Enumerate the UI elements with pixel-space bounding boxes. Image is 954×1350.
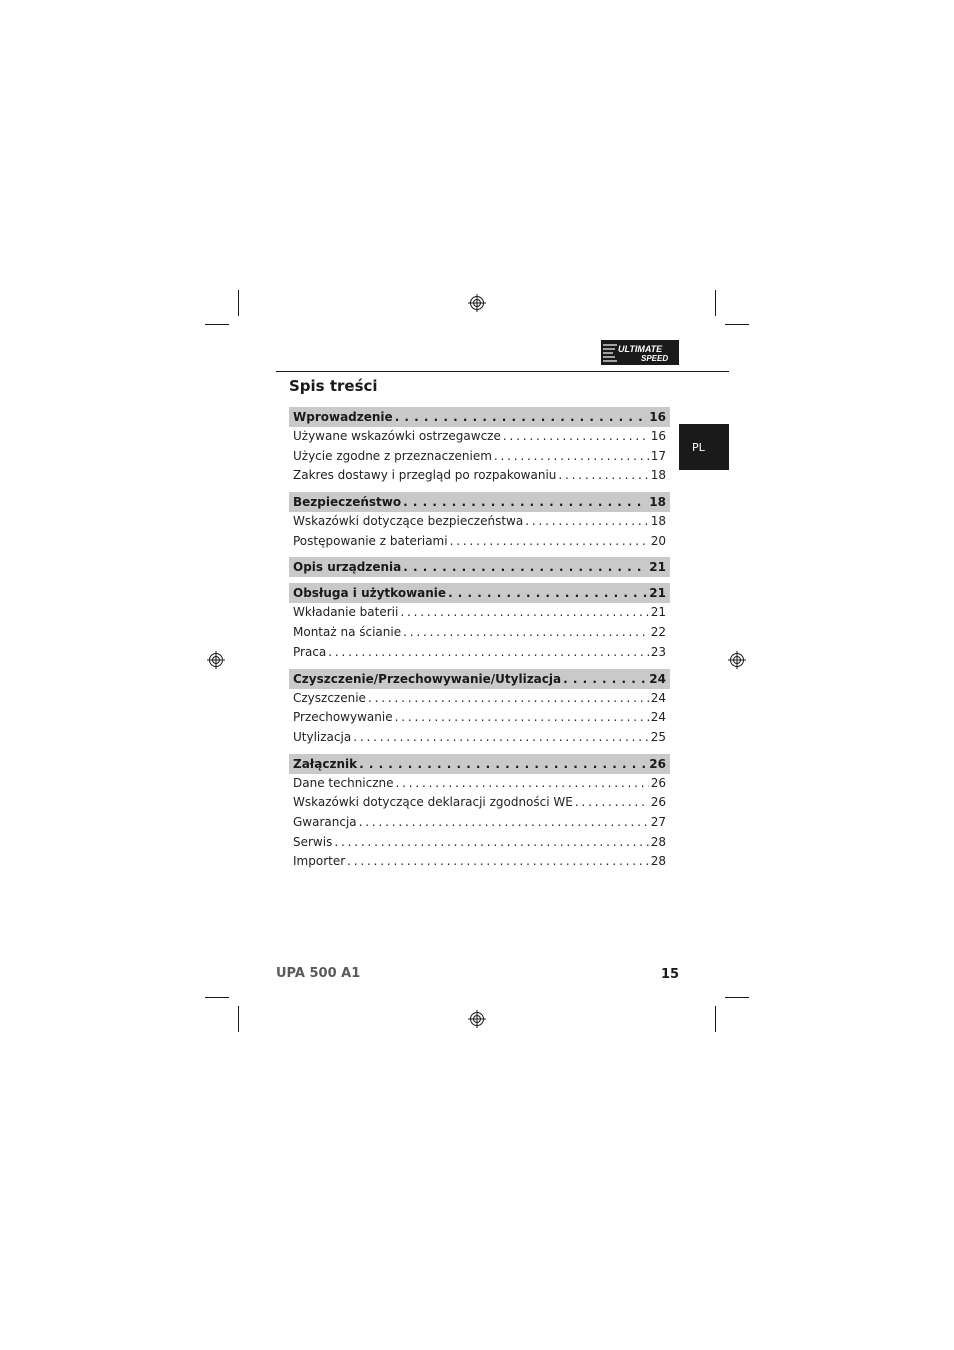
toc-entry-title: Serwis bbox=[293, 834, 333, 849]
dot-leader bbox=[403, 557, 647, 577]
toc-section-heading[interactable] bbox=[289, 583, 670, 603]
dot-leader bbox=[395, 708, 649, 728]
toc-entry[interactable] bbox=[289, 689, 670, 709]
toc-section bbox=[289, 407, 670, 486]
toc-entry-title: Dane techniczne bbox=[293, 775, 394, 790]
crop-mark-bottom-left-vertical bbox=[238, 1006, 239, 1032]
toc-entry[interactable] bbox=[289, 774, 670, 794]
toc-entry[interactable] bbox=[289, 708, 670, 728]
dot-leader bbox=[558, 466, 648, 486]
toc-section bbox=[289, 754, 670, 872]
dot-leader bbox=[400, 603, 648, 623]
dot-leader bbox=[359, 754, 647, 774]
logo-text: ULTIMATE bbox=[618, 344, 663, 354]
toc-entry-title: Używane wskazówki ostrzegawcze bbox=[293, 429, 501, 443]
dot-leader bbox=[328, 643, 648, 663]
toc-section-heading-page: 16 bbox=[649, 410, 666, 424]
dot-leader bbox=[403, 623, 649, 643]
toc-entry[interactable] bbox=[289, 532, 670, 552]
toc-entry-title: Praca bbox=[293, 644, 327, 659]
toc-section-heading-page: 26 bbox=[649, 756, 666, 771]
header-rule bbox=[276, 371, 729, 372]
toc-section-heading-page: 21 bbox=[649, 560, 666, 575]
toc-entry[interactable] bbox=[289, 623, 670, 643]
dot-leader bbox=[403, 492, 647, 512]
dot-leader bbox=[347, 852, 649, 872]
dot-leader bbox=[353, 728, 649, 748]
dot-leader bbox=[525, 512, 649, 532]
toc-section bbox=[289, 669, 670, 748]
toc-entry-page: 28 bbox=[650, 834, 666, 849]
crop-mark-top-left-vertical bbox=[238, 290, 239, 316]
toc-entry[interactable] bbox=[289, 793, 670, 813]
toc-entry-title: Postępowanie z bateriami bbox=[293, 533, 448, 548]
toc-entry-title: Montaż na ścianie bbox=[293, 625, 402, 640]
ultimate-speed-logo bbox=[601, 340, 679, 365]
toc-entry-page: 26 bbox=[650, 775, 666, 790]
toc-entry-page: 27 bbox=[650, 814, 666, 829]
toc-entry[interactable] bbox=[289, 512, 670, 532]
toc-section-heading-title: Wprowadzenie bbox=[293, 410, 393, 424]
toc-entry-title: Wskazówki dotyczące deklaracji zgodności WE bbox=[293, 795, 573, 810]
dot-leader bbox=[563, 669, 647, 689]
toc-entry-title: Wkładanie baterii bbox=[293, 605, 399, 620]
toc-section bbox=[289, 492, 670, 551]
toc-entry[interactable] bbox=[289, 427, 670, 447]
toc-entry-page: 24 bbox=[650, 710, 666, 725]
toc-entry[interactable] bbox=[289, 852, 670, 872]
toc-section bbox=[289, 583, 670, 662]
crop-mark-bottom-left-horizontal bbox=[205, 997, 229, 998]
dot-leader bbox=[575, 793, 649, 813]
toc-entry[interactable] bbox=[289, 603, 670, 623]
toc-entry-page: 18 bbox=[650, 514, 666, 529]
toc-section-heading[interactable] bbox=[289, 557, 670, 577]
toc-entry-title: Gwarancja bbox=[293, 814, 357, 829]
dot-leader bbox=[396, 774, 649, 794]
toc-entry-page: 17 bbox=[650, 448, 666, 463]
dot-leader bbox=[395, 407, 648, 427]
dot-leader bbox=[494, 447, 649, 467]
toc-entry-page: 21 bbox=[650, 605, 666, 620]
toc-section-heading-title: Opis urządzenia bbox=[293, 560, 402, 575]
toc-section-heading[interactable] bbox=[289, 754, 670, 774]
toc-entry-page: 18 bbox=[650, 468, 666, 483]
footer-model: UPA 500 A1 bbox=[276, 966, 361, 981]
toc-section-heading[interactable] bbox=[289, 669, 670, 689]
dot-leader bbox=[359, 813, 649, 833]
dot-leader bbox=[450, 532, 649, 552]
table-of-contents bbox=[289, 407, 670, 878]
toc-entry-title: Czyszczenie bbox=[293, 690, 366, 705]
toc-entry-title: Wskazówki dotyczące bezpieczeństwa bbox=[293, 514, 524, 529]
page-title: Spis treści bbox=[289, 377, 378, 395]
toc-entry-title: Zakres dostawy i przegląd po rozpakowaniu bbox=[293, 468, 557, 483]
crop-mark-bottom-right-vertical bbox=[715, 1006, 716, 1032]
registration-mark-icon bbox=[468, 1010, 486, 1028]
language-tab-label: PL bbox=[692, 440, 705, 454]
footer-page-number: 15 bbox=[661, 967, 680, 982]
toc-entry-page: 28 bbox=[650, 854, 666, 869]
toc-entry-page: 20 bbox=[650, 533, 666, 548]
toc-entry-page: 25 bbox=[650, 729, 666, 744]
toc-section-heading-title: Czyszczenie/Przechowywanie/Utylizacja bbox=[293, 671, 562, 686]
toc-section-heading-title: Obsługa i użytkowanie bbox=[293, 586, 447, 601]
toc-entry[interactable] bbox=[289, 447, 670, 467]
toc-entry-title: Użycie zgodne z przeznaczeniem bbox=[293, 448, 492, 463]
svg-text:SPEED: SPEED bbox=[641, 354, 669, 363]
crop-mark-top-right-vertical bbox=[715, 290, 716, 316]
registration-mark-icon bbox=[207, 651, 225, 669]
toc-section-heading-page: 24 bbox=[649, 671, 666, 686]
toc-section-heading[interactable] bbox=[289, 407, 670, 427]
toc-entry[interactable] bbox=[289, 833, 670, 853]
toc-section-heading-page: 18 bbox=[649, 495, 666, 510]
toc-entry[interactable] bbox=[289, 728, 670, 748]
dot-leader bbox=[503, 427, 649, 447]
toc-entry-page: 26 bbox=[650, 795, 666, 810]
toc-entry[interactable] bbox=[289, 813, 670, 833]
toc-section-heading-page: 21 bbox=[649, 586, 666, 601]
toc-entry-page: 16 bbox=[650, 429, 666, 443]
dot-leader bbox=[368, 689, 649, 709]
crop-mark-top-left-horizontal bbox=[205, 324, 229, 325]
toc-section-heading[interactable] bbox=[289, 492, 670, 512]
dot-leader bbox=[334, 833, 648, 853]
language-tab bbox=[679, 424, 729, 470]
toc-section-heading-title: Bezpieczeństwo bbox=[293, 495, 402, 510]
toc-entry-page: 23 bbox=[650, 644, 666, 659]
crop-mark-bottom-right-horizontal bbox=[725, 997, 749, 998]
toc-entry-page: 22 bbox=[650, 625, 666, 640]
toc-section-heading-title: Załącznik bbox=[293, 756, 358, 771]
toc-entry-page: 24 bbox=[650, 690, 666, 705]
registration-mark-icon bbox=[728, 651, 746, 669]
toc-entry[interactable] bbox=[289, 643, 670, 663]
toc-section bbox=[289, 557, 670, 577]
toc-entry[interactable] bbox=[289, 466, 670, 486]
registration-mark-icon bbox=[468, 294, 486, 312]
toc-entry-title: Importer bbox=[293, 854, 346, 869]
toc-entry-title: Przechowywanie bbox=[293, 710, 393, 725]
crop-mark-top-right-horizontal bbox=[725, 324, 749, 325]
dot-leader bbox=[448, 583, 647, 603]
toc-entry-title: Utylizacja bbox=[293, 729, 352, 744]
